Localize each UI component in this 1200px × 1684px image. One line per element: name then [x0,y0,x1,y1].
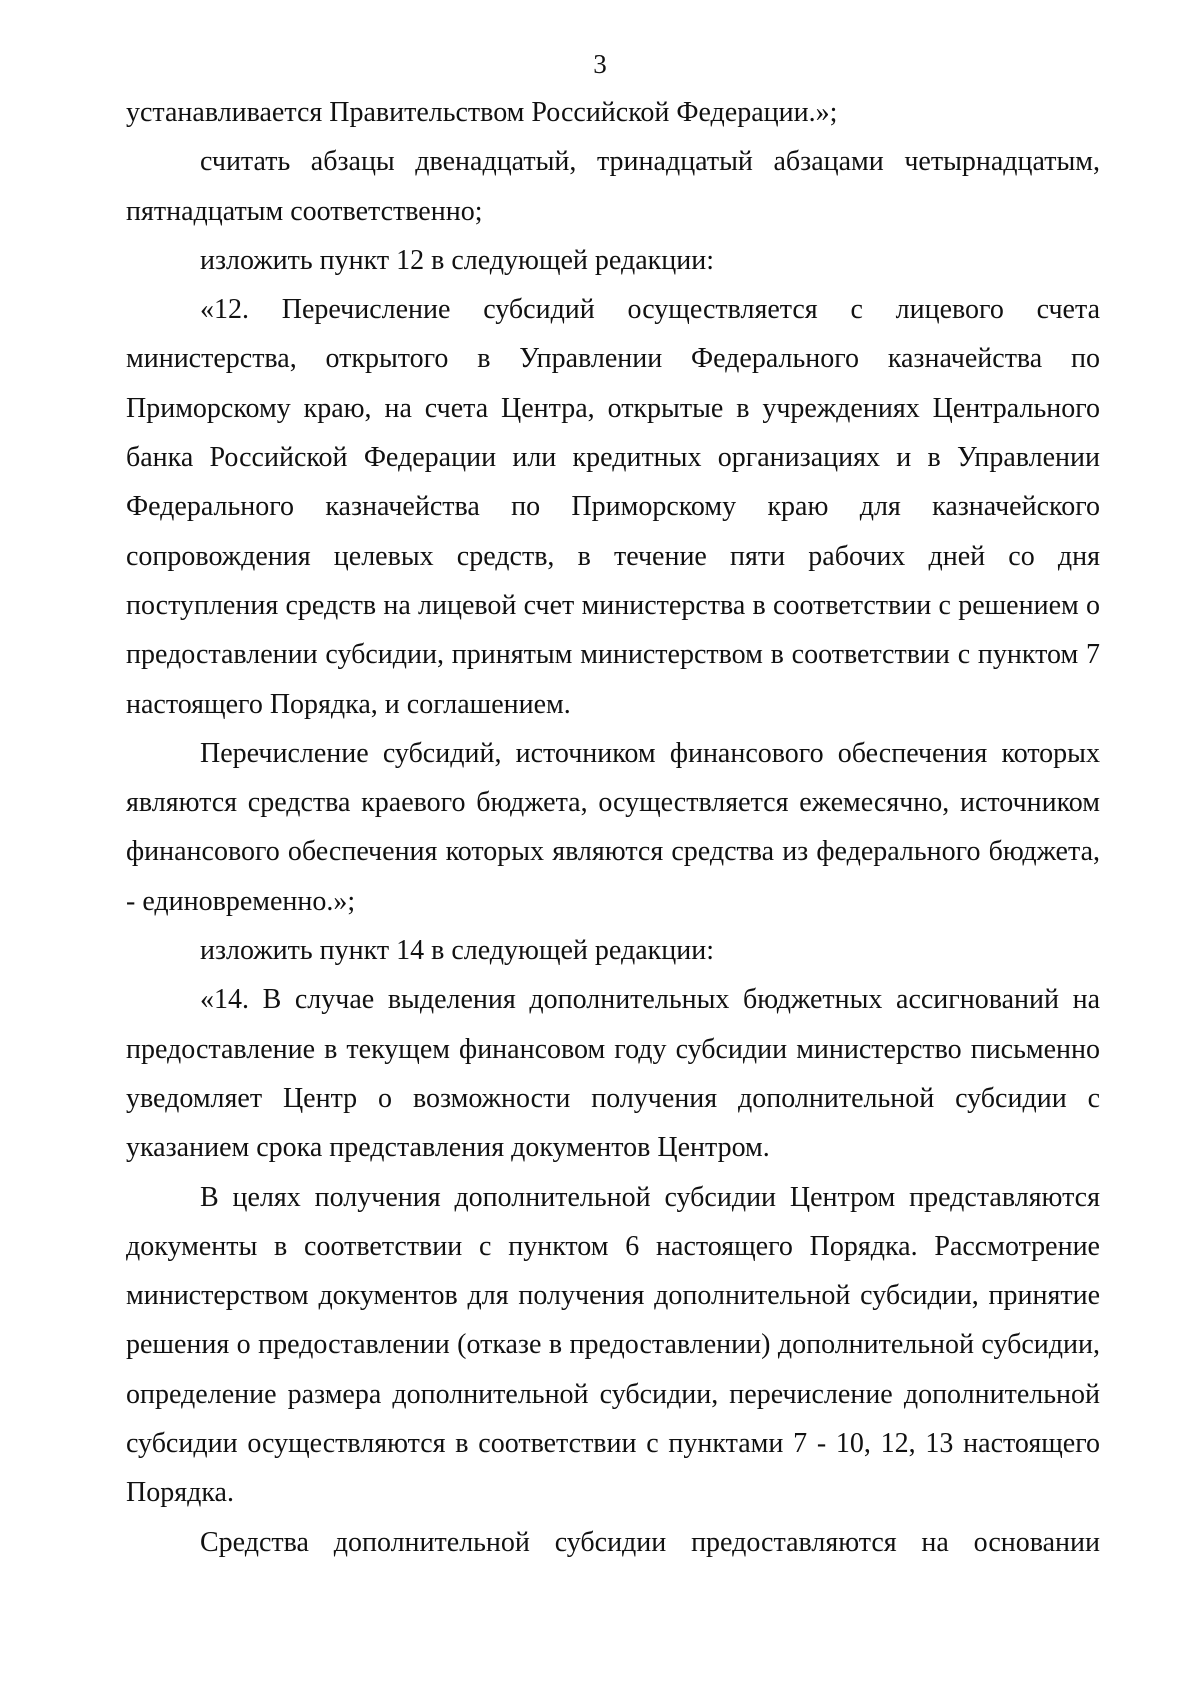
paragraph-amend-point-12: изложить пункт 12 в следующей редакции: [200,244,714,276]
paragraph-renumber-instruction: считать абзацы двенадцатый, тринадцатый абзацами четырнадцатым, пятнадцатым соответственно; [126,146,1100,227]
paragraph-continuation: устанавливается Правительством Российской Федерации.»; [126,97,838,128]
paragraph-additional-subsidy-basis: Средства дополнительной субсидии предоставляются на основании [200,1526,1100,1558]
paragraph-transfer-schedule: Перечисление субсидий, источником финансового обеспечения которых являются средства краевого бюджета, осуществляется ежемесячно, источником финансового обеспечения которых являются средства из федерального бюджета, - единовременно.»; [126,737,1100,917]
paragraph-amend-point-14: изложить пункт 14 в следующей редакции: [200,935,714,967]
paragraph-point-12-text: «12. Перечисление субсидий осуществляется с лицевого счета министерства, открытого в Управлении Федерального казначейства по Приморскому краю, на счета Центра, открытые в учреждениях Центрального банка Российской Федерации или кредитных организациях и в Управлении Федерального казначейства по Приморскому краю для казначейского сопровождения целевых средств, в течение пяти рабочих дней со дня поступления средств на лицевой счет министерства в соответствии с решением о предоставлении субсидии, принятым министерством в соответствии с пунктом 7 настоящего Порядка, и соглашением. [126,294,1100,720]
page-number: 3 [593,49,607,79]
document-body [126,88,1100,1567]
paragraph-additional-subsidy-procedure: В целях получения дополнительной субсидии Центром представляются документы в соответствии с пунктом 6 настоящего Порядка. Рассмотрение министерством документов для получения дополнительной субсидии, принятие решения о предоставлении (отказе в предоставлении) дополнительной субсидии, определение размера дополнительной субсидии, перечисление дополнительной субсидии осуществляются в соответствии с пунктами 7 - 10, 12, 13 настоящего Порядка. [126,1181,1100,1509]
paragraph-point-14-text: «14. В случае выделения дополнительных бюджетных ассигнований на предоставление в текущем финансовом году субсидии министерство письменно уведомляет Центр о возможности получения дополнительной субсидии с указанием срока представления документов Центром. [126,984,1100,1164]
